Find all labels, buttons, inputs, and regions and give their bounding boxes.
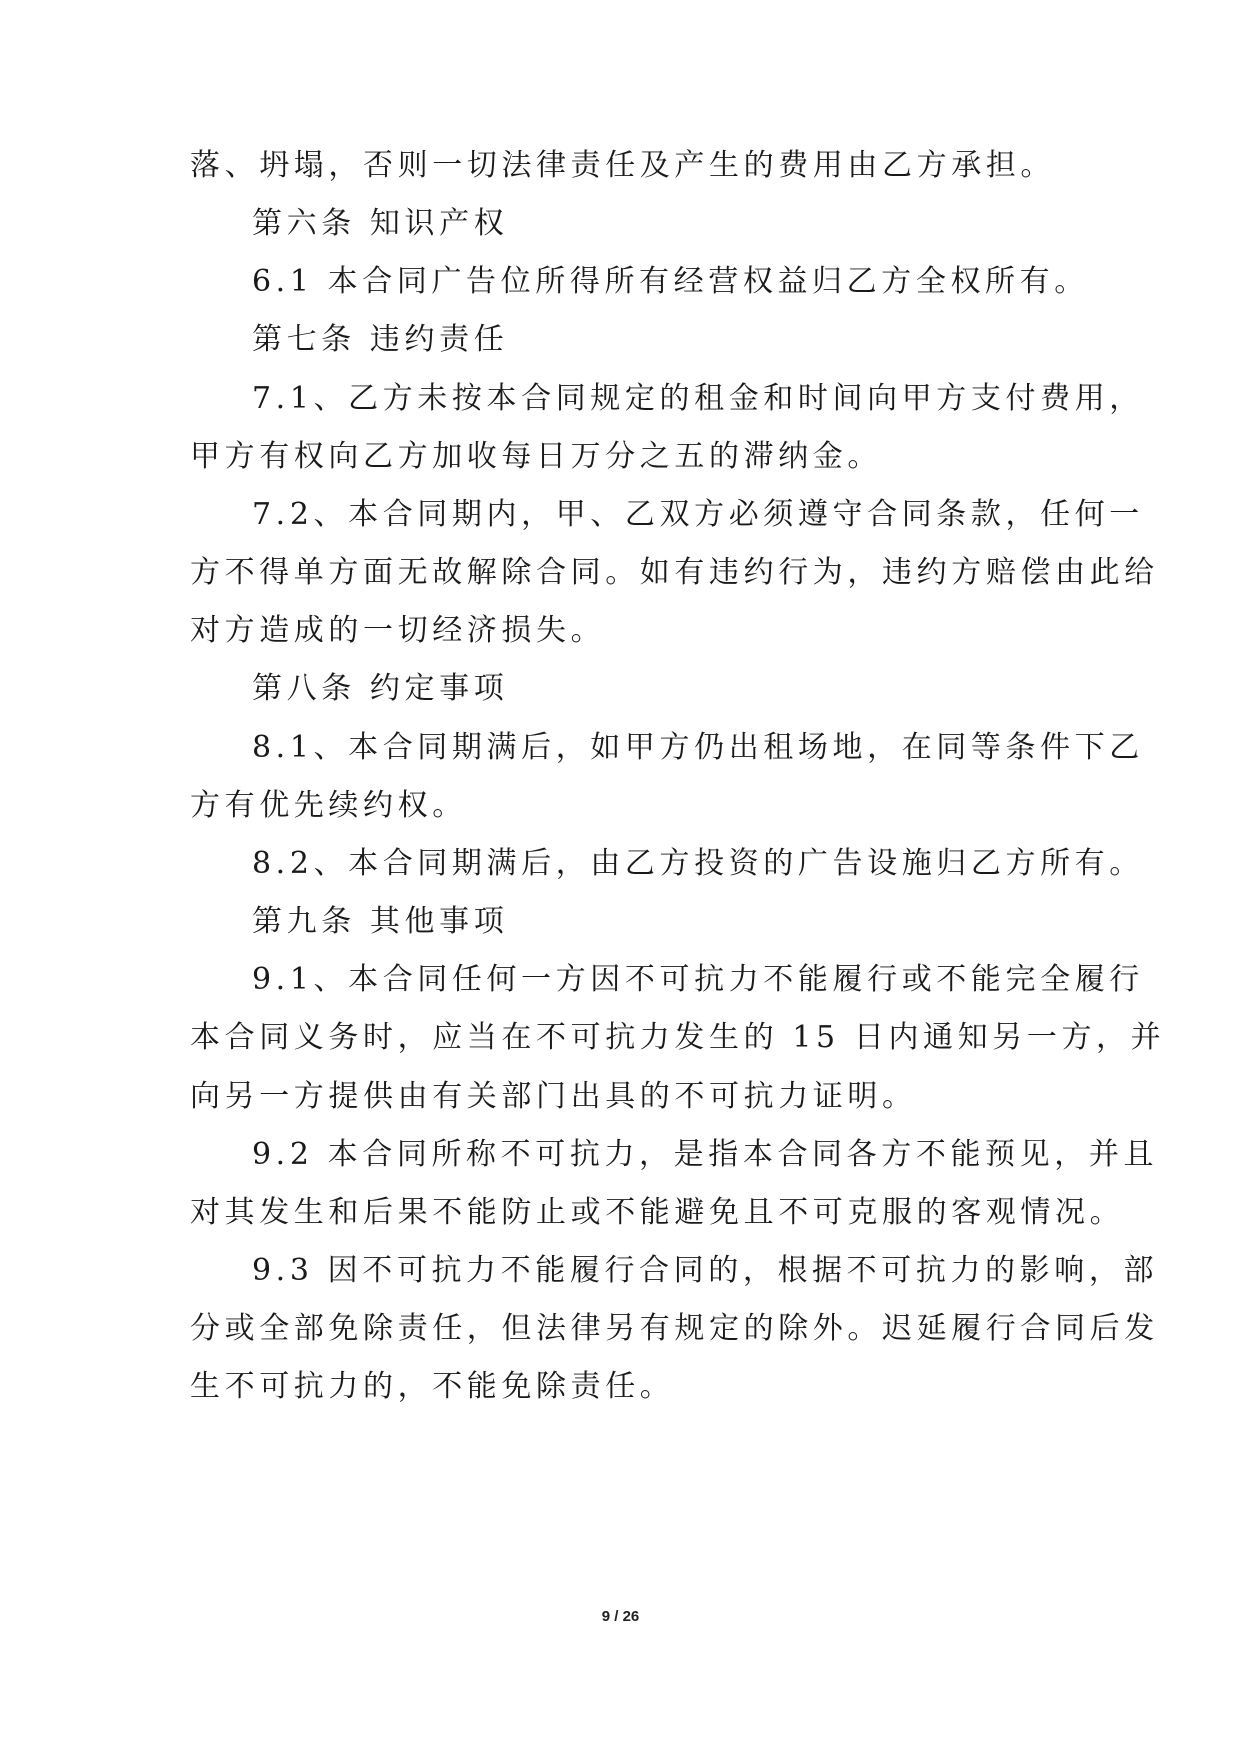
paragraph-line: 本合同义务时，应当在不可抗力发生的 15 日内通知另一方，并 bbox=[190, 1020, 1166, 1055]
paragraph-line: 9.2 本合同所称不可抗力，是指本合同各方不能预见，并且 bbox=[252, 1137, 1159, 1172]
paragraph-line: 对其发生和后果不能防止或不能避免且不可克服的客观情况。 bbox=[190, 1195, 1125, 1230]
paragraph-line: 7.2、本合同期内，甲、乙双方必须遵守合同条款，任何一 bbox=[252, 497, 1144, 532]
paragraph-line: 8.1、本合同期满后，如甲方仍出租场地，在同等条件下乙 bbox=[252, 730, 1144, 765]
section-heading-6: 第六条 知识产权 bbox=[252, 206, 509, 241]
paragraph-line: 方有优先续约权。 bbox=[190, 788, 467, 823]
section-heading-8: 第八条 约定事项 bbox=[252, 671, 509, 706]
paragraph-line: 分或全部免除责任，但法律另有规定的除外。迟延履行合同后发 bbox=[190, 1311, 1159, 1346]
paragraph-line: 向另一方提供由有关部门出具的不可抗力证明。 bbox=[190, 1079, 917, 1114]
paragraph-line: 9.1、本合同任何一方因不可抗力不能履行或不能完全履行 bbox=[252, 962, 1144, 997]
paragraph-line: 方不得单方面无故解除合同。如有违约行为，违约方赔偿由此给 bbox=[190, 555, 1159, 590]
section-heading-7: 第七条 违约责任 bbox=[252, 322, 509, 357]
paragraph-line: 9.3 因不可抗力不能履行合同的，根据不可抗力的影响，部 bbox=[252, 1253, 1159, 1288]
paragraph-line: 生不可抗力的，不能免除责任。 bbox=[190, 1369, 675, 1404]
paragraph-line: 甲方有权向乙方加收每日万分之五的滞纳金。 bbox=[190, 439, 882, 474]
paragraph-line: 8.2、本合同期满后，由乙方投资的广告设施归乙方所有。 bbox=[252, 846, 1144, 881]
paragraph-line: 落、坍塌，否则一切法律责任及产生的费用由乙方承担。 bbox=[190, 148, 1055, 183]
paragraph-line: 对方造成的一切经济损失。 bbox=[190, 613, 606, 648]
section-heading-9: 第九条 其他事项 bbox=[252, 904, 509, 939]
paragraph-line: 7.1、乙方未按本合同规定的租金和时间向甲方支付费用， bbox=[252, 381, 1144, 416]
page-number: 9 / 26 bbox=[601, 1608, 640, 1625]
paragraph-line: 6.1 本合同广告位所得所有经营权益归乙方全权所有。 bbox=[252, 264, 1089, 299]
